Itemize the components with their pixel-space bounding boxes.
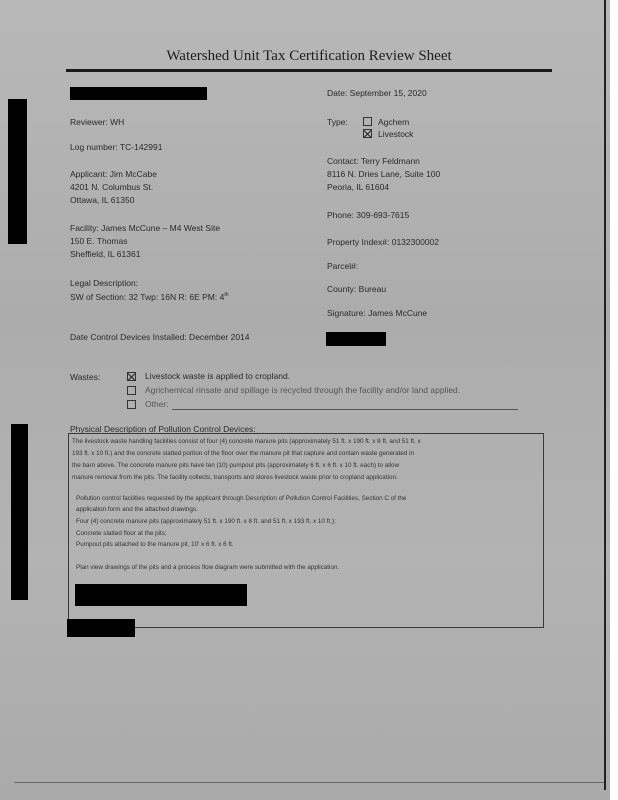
- pollution-heading: Physical Description of Pollution Control Devices:: [70, 424, 256, 434]
- facility-address: 150 E. Thomas: [70, 236, 128, 246]
- redaction-bar: [75, 584, 247, 606]
- waste-other-checkbox: [127, 400, 136, 409]
- phone: Phone: 309-693-7615: [327, 210, 410, 220]
- parcel: Parcel#:: [327, 261, 359, 271]
- page-margin: [610, 0, 618, 800]
- contact-address: 8116 N. Dries Lane, Suite 100: [327, 169, 441, 179]
- type-agchem-checkbox: [363, 117, 372, 126]
- redaction-bar: [67, 619, 135, 637]
- redaction-bar: [326, 332, 386, 346]
- requested-line: Pollution control facilities requested by the applicant through Description of Pollution Control Facilities, Section C of the: [76, 495, 407, 502]
- waste-livestock-checkbox: [127, 372, 136, 381]
- reviewer: Reviewer: WH: [70, 117, 125, 127]
- description-line: 193 ft. x 10 ft.) and the concrete slatted portion of the floor over the manure pit that capture and contain waste generated in: [72, 450, 414, 457]
- requested-line: application form and the attached drawings:: [76, 506, 198, 513]
- date-control-devices: Date Control Devices Installed: December 2014: [70, 332, 250, 342]
- type-livestock-checkbox: [363, 129, 372, 138]
- description-line: The livestock waste handling facilities consist of four (4) concrete manure pits (approximately 51 ft. x 190 ft. x 8 ft. and 51 ft. x: [72, 438, 421, 445]
- legal-description-label: Legal Description:: [70, 278, 139, 288]
- county: County: Bureau: [327, 284, 387, 294]
- requested-line: Pumpout pits attached to the manure pit, 10' x 6 ft. x 6 ft.: [76, 541, 234, 548]
- applicant-address: 4201 N. Columbus St.: [70, 182, 154, 192]
- scan-edge: [14, 782, 606, 783]
- redaction-bar: [11, 424, 28, 600]
- type-livestock-label: Livestock: [378, 129, 414, 139]
- facility-name: Facility: James McCune – M4 West Site: [70, 223, 221, 233]
- legal-description-sup: th: [224, 292, 229, 298]
- plan-view-note: Plan view drawings of the pits and a process flow diagram were submitted with the application.: [76, 564, 340, 571]
- facility-city: Sheffield, IL 61361: [70, 249, 141, 259]
- type-agchem-label: Agchem: [378, 117, 410, 127]
- title-underline: [66, 69, 552, 72]
- contact-name: Contact: Terry Feldmann: [327, 156, 420, 166]
- signature: Signature: James McCune: [327, 308, 428, 318]
- contact-city: Peoria, IL 61604: [327, 182, 390, 192]
- log-number: Log number: TC-142991: [70, 142, 163, 152]
- wastes-label: Wastes:: [70, 372, 101, 382]
- page-title: Watershed Unit Tax Certification Review Sheet: [166, 48, 452, 64]
- applicant-city: Ottawa, IL 61350: [70, 195, 135, 205]
- description-line: manure removal from the pits. The facility collects, transports and stores livestock waste prior to cropland application.: [72, 474, 398, 481]
- waste-livestock-label: Livestock waste is applied to cropland.: [145, 371, 291, 381]
- other-underline: [172, 409, 518, 410]
- scan-edge: [604, 0, 606, 790]
- waste-agrichemical-label: Agrichemical rinsate and spillage is recycled through the facility and/or land applied.: [145, 385, 461, 395]
- property-index: Property Index#: 0132300002: [327, 237, 440, 247]
- waste-agrichemical-checkbox: [127, 386, 136, 395]
- requested-line: Concrete slatted floor at the pits;: [76, 530, 167, 537]
- legal-description-text: SW of Section: 32 Twp: 16N R: 6E PM: 4: [70, 291, 225, 302]
- description-line: the barn above. The concrete manure pits have ten (10) pumpout pits (approximately 6 ft. x 6 ft. x 10 ft. each) to allow: [72, 462, 400, 469]
- applicant-name: Applicant: Jim McCabe: [70, 169, 157, 179]
- waste-other-label: Other:: [145, 399, 169, 409]
- requested-line: Four (4) concrete manure pits (approximately 51 ft. x 190 ft. x 8 ft. and 51 ft. x 193 ft. x 10 ft.);: [76, 518, 336, 525]
- redaction-bar: [8, 99, 27, 244]
- review-date: Date: September 15, 2020: [327, 88, 427, 98]
- legal-description-value: [70, 290, 229, 303]
- type-label: Type:: [327, 117, 348, 127]
- redaction-bar: [70, 87, 207, 100]
